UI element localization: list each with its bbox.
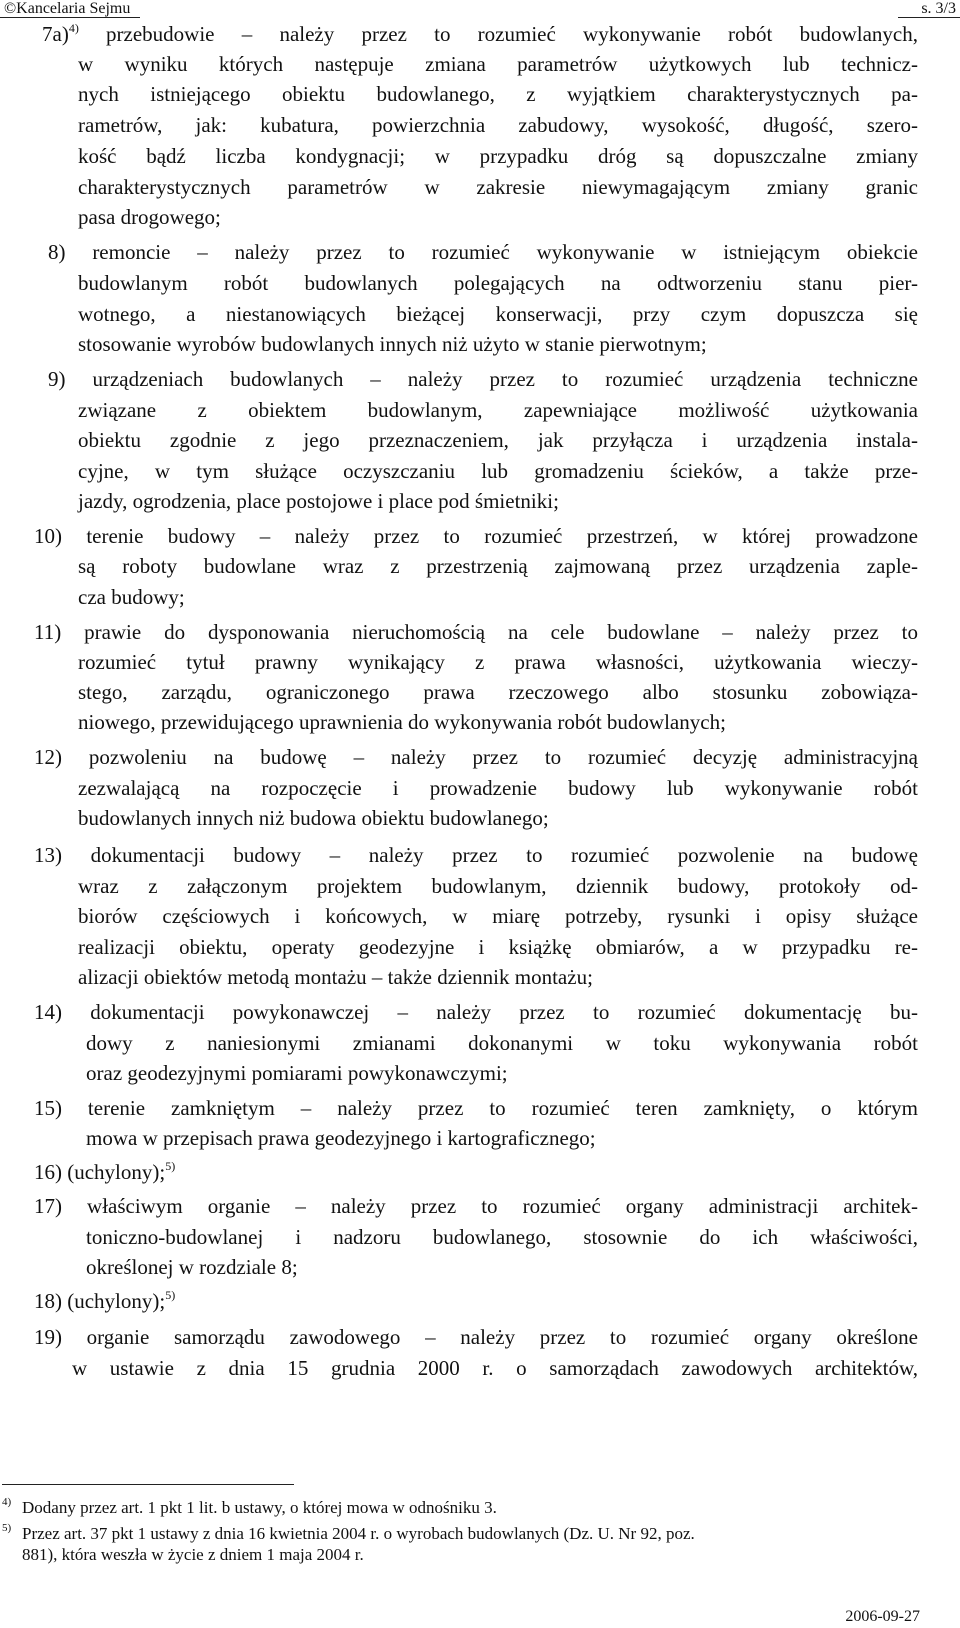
header-left: ©Kancelaria Sejmu (4, 0, 131, 17)
footnote-text: Dodany przez art. 1 pkt 1 lit. b ustawy, o której mowa w odnośniku 3. (22, 1498, 497, 1517)
footnote-rule (2, 1484, 294, 1485)
text-line (78, 489, 559, 513)
line-text: cza budowy; (78, 585, 185, 609)
text-line (34, 843, 918, 867)
footer-date: 2006-09-27 (845, 1608, 920, 1625)
text-line (34, 745, 918, 769)
line-text: toniczno-budowlanej i nadzoru budowlanego, stosownie do ich właściwości, (86, 1225, 918, 1249)
line-text: oraz geodezyjnymi pomiarami powykonawczymi; (86, 1061, 508, 1085)
line-text: charakterystycznych parametrów w zakresie niewymagającym zmiany granic (78, 175, 918, 199)
line-text: cyjne, w tym służące oczyszczaniu lub gromadzeniu ścieków, a także prze- (78, 459, 918, 483)
line-text: rozumieć tytuł prawny wynikający z prawa własności, użytkowania wieczy- (78, 650, 918, 674)
text-line (34, 1096, 918, 1120)
text-line (78, 806, 549, 830)
line-text: 15) terenie zamkniętym – należy przez to rozumieć teren zamknięty, o którym (34, 1096, 918, 1120)
text-line (78, 175, 918, 199)
line-text: kość bądź liczba kondygnacji; w przypadku dróg są dopuszczalne zmiany (78, 144, 918, 168)
footnote-marker: 5) (2, 1522, 12, 1534)
text-line (78, 904, 918, 928)
line-text: stosowanie wyrobów budowlanych innych niż użyto w stanie pierwotnym; (78, 332, 707, 356)
line-text: w ustawie z dnia 15 grudnia 2000 r. o samorządach zawodowych architektów, (72, 1356, 918, 1380)
line-text: wotnego, a niestanowiących bieżącej konserwacji, przy czym dopuszcza się (78, 302, 918, 326)
footnote-ref: 5) (165, 1288, 176, 1302)
text-line (34, 1160, 175, 1184)
text-line (78, 144, 918, 168)
footnote-ref: 4) (68, 21, 79, 35)
line-text: 10) terenie budowy – należy przez to rozumieć przestrzeń, w której prowadzone (34, 524, 918, 548)
line-text: 18) (uchylony); (34, 1289, 166, 1313)
line-text: stego, zarządu, ograniczonego prawa rzeczowego albo stosunku zobowiąza- (78, 680, 918, 704)
text-line (78, 428, 918, 452)
text-line (78, 935, 918, 959)
line-text: 7a) (42, 22, 69, 46)
line-text: budowlanym robót budowlanych polegających na odtworzeniu stanu pier- (78, 271, 918, 295)
text-line (78, 459, 918, 483)
text-line (34, 524, 918, 548)
line-text: w wyniku których następuje zmiana parametrów użytkowych lub technicz- (78, 52, 918, 76)
text-line (34, 1325, 918, 1349)
text-line (78, 302, 918, 326)
line-text: alizacji obiektów metodą montażu – także dziennik montażu; (78, 965, 593, 989)
text-line (34, 1000, 918, 1024)
text-line (86, 1031, 918, 1055)
text-line (42, 22, 918, 46)
text-line (78, 398, 918, 422)
text-line (78, 776, 918, 800)
line-text: zezwalającą na rozpoczęcie i prowadzenie budowy lub wykonywanie robót (78, 776, 918, 800)
line-text: realizacji obiektu, operaty geodezyjne i książkę obmiarów, a w przypadku re- (78, 935, 918, 959)
footnote-ref: 5) (165, 1159, 176, 1173)
line-text: są roboty budowlane wraz z przestrzenią zajmowaną przez urządzenia zaple- (78, 554, 918, 578)
text-line (78, 52, 918, 76)
text-line (78, 332, 707, 356)
footnote-text: Przez art. 37 pkt 1 ustawy z dnia 16 kwietnia 2004 r. o wyrobach budowlanych (Dz. U. Nr 92, poz. (22, 1524, 695, 1543)
line-text: 8) remoncie – należy przez to rozumieć wykonywanie w istniejącym obiekcie (48, 240, 918, 264)
line-text: niowego, przewidującego uprawnienia do wykonywania robót budowlanych; (78, 710, 726, 734)
line-text: dowy z naniesionymi zmianami dokonanymi w toku wykonywania robót (86, 1031, 918, 1055)
text-line (86, 1225, 918, 1249)
header-rule-left (0, 17, 140, 18)
text-line (48, 240, 918, 264)
footnote-marker-wrap (2, 1498, 11, 1518)
text-line (78, 680, 918, 704)
text-line (86, 1061, 508, 1085)
text-line (48, 367, 918, 391)
line-text: biorów częściowych i końcowych, w miarę potrzeby, rysunki i opisy służące (78, 904, 918, 928)
line-text: jazdy, ogrodzenia, place postojowe i place pod śmietniki; (78, 489, 559, 513)
line-text: mowa w przepisach prawa geodezyjnego i kartograficznego; (86, 1126, 596, 1150)
text-line (86, 1126, 596, 1150)
line-text: 14) dokumentacji powykonawczej – należy przez to rozumieć dokumentację bu- (34, 1000, 918, 1024)
text-line (34, 620, 918, 644)
line-text: obiektu zgodnie z jego przeznaczeniem, jak przyłącza i urządzenia instala- (78, 428, 918, 452)
text-line (34, 1194, 918, 1218)
text-line (78, 205, 221, 229)
text-line (78, 554, 918, 578)
line-text: 19) organie samorządu zawodowego – należy przez to rozumieć organy określone (34, 1325, 918, 1349)
text-line (34, 1289, 175, 1313)
line-text: budowlanych innych niż budowa obiektu budowlanego; (78, 806, 549, 830)
footnote-text: 881), która weszła w życie z dniem 1 maja 2004 r. (22, 1545, 364, 1564)
line-text: rametrów, jak: kubatura, powierzchnia zabudowy, wysokość, długość, szero- (78, 113, 918, 137)
line-text: nych istniejącego obiektu budowlanego, z wyjątkiem charakterystycznych pa- (78, 82, 918, 106)
text-line (78, 874, 918, 898)
line-text: 11) prawie do dysponowania nieruchomością na cele budowlane – należy przez to (34, 620, 918, 644)
text-line (78, 271, 918, 295)
line-text: przebudowie – należy przez to rozumieć wykonywanie robót budowlanych, (78, 22, 918, 46)
text-line (78, 710, 726, 734)
text-line (86, 1255, 298, 1279)
line-text: związane z obiektem budowlanym, zapewniające możliwość użytkowania (78, 398, 918, 422)
line-text: określonej w rozdziale 8; (86, 1255, 298, 1279)
text-line (78, 650, 918, 674)
footnote-marker: 4) (2, 1496, 12, 1508)
header-rule-right (898, 17, 960, 18)
line-text: 16) (uchylony); (34, 1160, 166, 1184)
text-line (78, 965, 593, 989)
text-line (78, 113, 918, 137)
line-text: 17) właściwym organie – należy przez to rozumieć organy administracji architek- (34, 1194, 918, 1218)
line-text: pasa drogowego; (78, 205, 221, 229)
text-line (78, 585, 185, 609)
footnote-marker-wrap (2, 1524, 11, 1544)
line-text: 13) dokumentacji budowy – należy przez to rozumieć pozwolenie na budowę (34, 843, 918, 867)
text-line (72, 1356, 918, 1380)
line-text: wraz z załączonym projektem budowlanym, dziennik budowy, protokoły od- (78, 874, 918, 898)
text-line (78, 82, 918, 106)
line-text: 9) urządzeniach budowlanych – należy przez to rozumieć urządzenia techniczne (48, 367, 918, 391)
line-text: 12) pozwoleniu na budowę – należy przez to rozumieć decyzję administracyjną (34, 745, 918, 769)
header-right: s. 3/3 (921, 0, 956, 17)
